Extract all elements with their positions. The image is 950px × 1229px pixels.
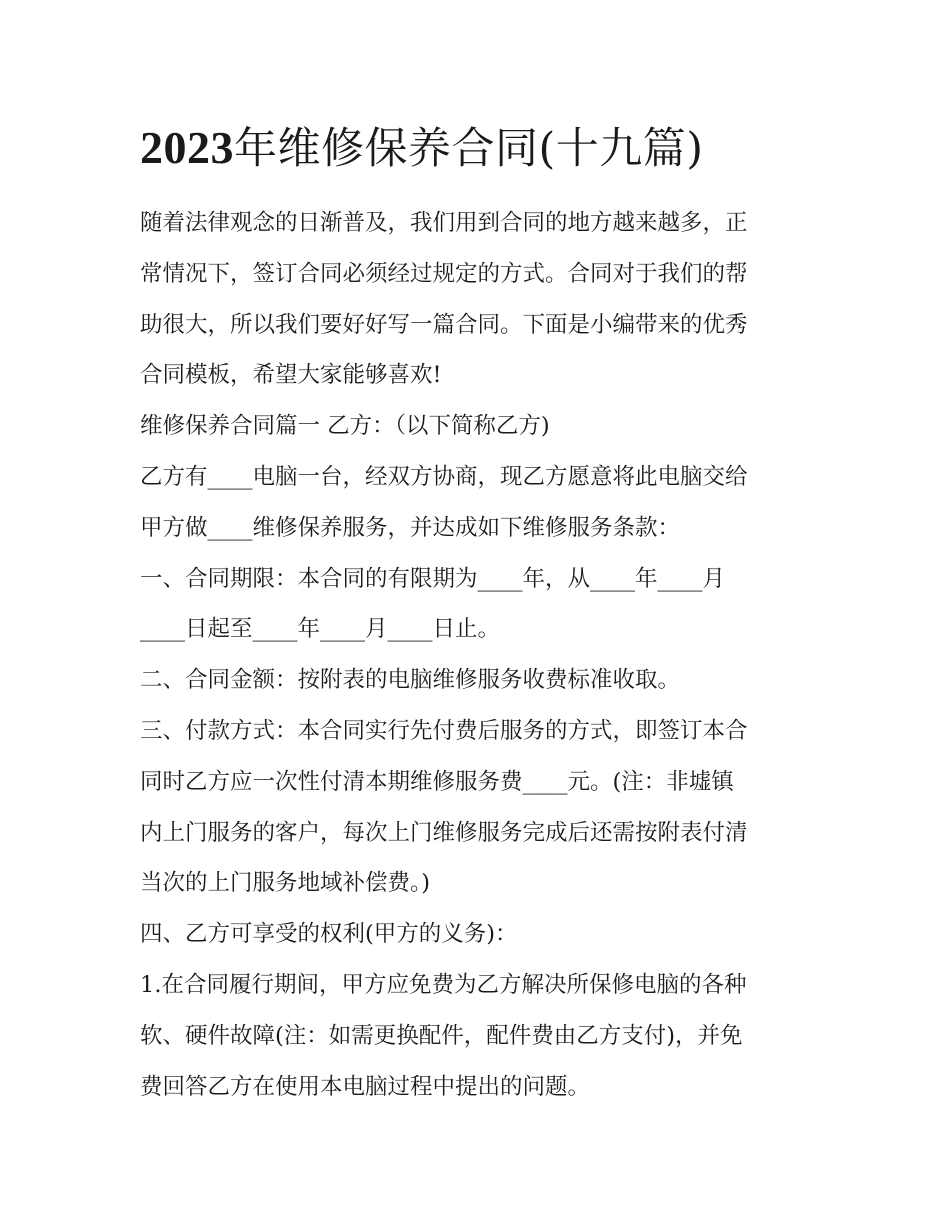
clause-line: 一、合同期限：本合同的有限期为____年，从____年____月 <box>140 565 726 592</box>
clause-line: 同时乙方应一次性付清本期维修服务费____元。(注：非墟镇 <box>140 768 734 795</box>
document-title <box>140 118 840 179</box>
clause-line: 内上门服务的客户，每次上门维修服务完成后还需按附表付清 <box>140 819 748 846</box>
clause-line: 四、乙方可享受的权利(甲方的义务)： <box>140 921 518 948</box>
clause-line: 当次的上门服务地域补偿费。) <box>140 870 431 897</box>
body-line: 随着法律观念的日渐普及，我们用到合同的地方越来越多，正 <box>140 210 748 236</box>
clause-line: 二、合同金额：按附表的电脑维修服务收费标准收取。 <box>140 667 681 694</box>
body-line: 甲方做____维修保养服务，并达成如下维修服务条款： <box>140 514 681 541</box>
clause-line: 软、硬件故障(注：如需更换配件，配件费由乙方支付)，并免 <box>140 1022 743 1049</box>
section-heading-line: 维修保养合同篇一 乙方：（以下简称乙方) <box>140 413 550 440</box>
body-line: 常情况下，签订合同必须经过规定的方式。合同对于我们的帮 <box>140 260 748 287</box>
title-text: 年维修保养合同(十九篇) <box>234 124 704 174</box>
clause-line: ____日起至____年____月____日止。 <box>140 616 501 643</box>
body-line: 助很大，所以我们要好好写一篇合同。下面是小编带来的优秀 <box>140 311 748 338</box>
document-body <box>140 198 815 1112</box>
title-year: 2023 <box>140 122 234 173</box>
clause-line: 三、付款方式：本合同实行先付费后服务的方式，即签订本合 <box>140 717 748 744</box>
body-line: 乙方有____电脑一台，经双方协商，现乙方愿意将此电脑交给 <box>140 463 748 490</box>
clause-line: 1.在合同履行期间，甲方应免费为乙方解决所保修电脑的各种 <box>140 971 747 998</box>
clause-line: 费回答乙方在使用本电脑过程中提出的问题。 <box>140 1073 591 1100</box>
body-line: 合同模板，希望大家能够喜欢! <box>140 362 442 389</box>
